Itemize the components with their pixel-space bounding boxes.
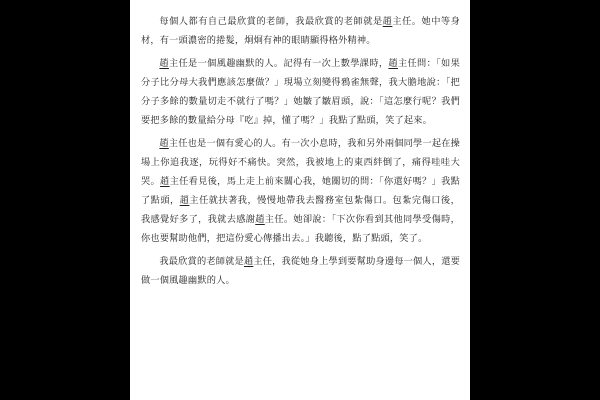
paragraph-kindness [141,134,460,248]
underlined-name: 趙 [160,176,170,187]
underlined-name: 趙 [179,195,190,206]
text-run: 主任。她中等身材，有一頭濃密的捲髮，炯炯有神的眼睛顯得格外精神。 [141,16,461,46]
text-run: 每個人都有自己最欣賞的老師，我最欣賞的老師就是 [159,16,383,27]
text-run: 主任是一個風趣幽默的人。記得有一次上數學課時， [168,58,389,69]
text-run: 我最欣賞的老師就是 [159,256,244,267]
underlined-name: 趙 [243,256,254,267]
text-run: 主任就扶著我，慢慢地帶我去醫務室包紮傷口。包紮完傷口後，我感覺好多了，我就去感謝 [141,195,460,225]
underlined-name: 趙 [382,16,393,27]
text-run: 主任。她卻說：「下次你看到其他同學受傷時，你也要幫助他們，把這份愛心傳播出去。」我聽後，點了點頭，笑了。 [141,214,461,244]
paragraph-conclusion [141,252,460,290]
text-run: 主任，我從她身上學到要幫助身邊每一個人，還要做一個風趣幽默的人。 [141,256,460,286]
underlined-name: 趙 [159,58,169,69]
document-page [130,0,470,400]
underlined-name: 趙 [388,58,398,69]
paragraph-intro [141,12,460,50]
text-run: 主任看見後，馬上走上前來關心我，她關切的問：「你還好嗎？」我點了點頭， [141,176,460,206]
paragraph-humor [141,54,460,130]
underlined-name: 趙 [255,214,265,225]
text-run: 主任問：「如果分子比分母大我們應該怎麼做？」現場立刻變得鴉雀無聲，我大膽地說：「把分子多餘的數量切走不就行了嗎？」她皺了皺眉頭，說：「這怎麼行呢？我們要把多餘的數量給分母『吃』掉，懂了嗎？」我點了點頭，笑了起來。 [141,58,460,126]
underlined-name: 趙 [159,138,169,149]
text-run: 主任也是一個有愛心的人。有一次小息時，我和另外兩個同學一起在操場上你追我逐，玩得好不痛快。突然，我被地上的東西絆倒了，痛得哇哇大哭。 [141,138,461,187]
